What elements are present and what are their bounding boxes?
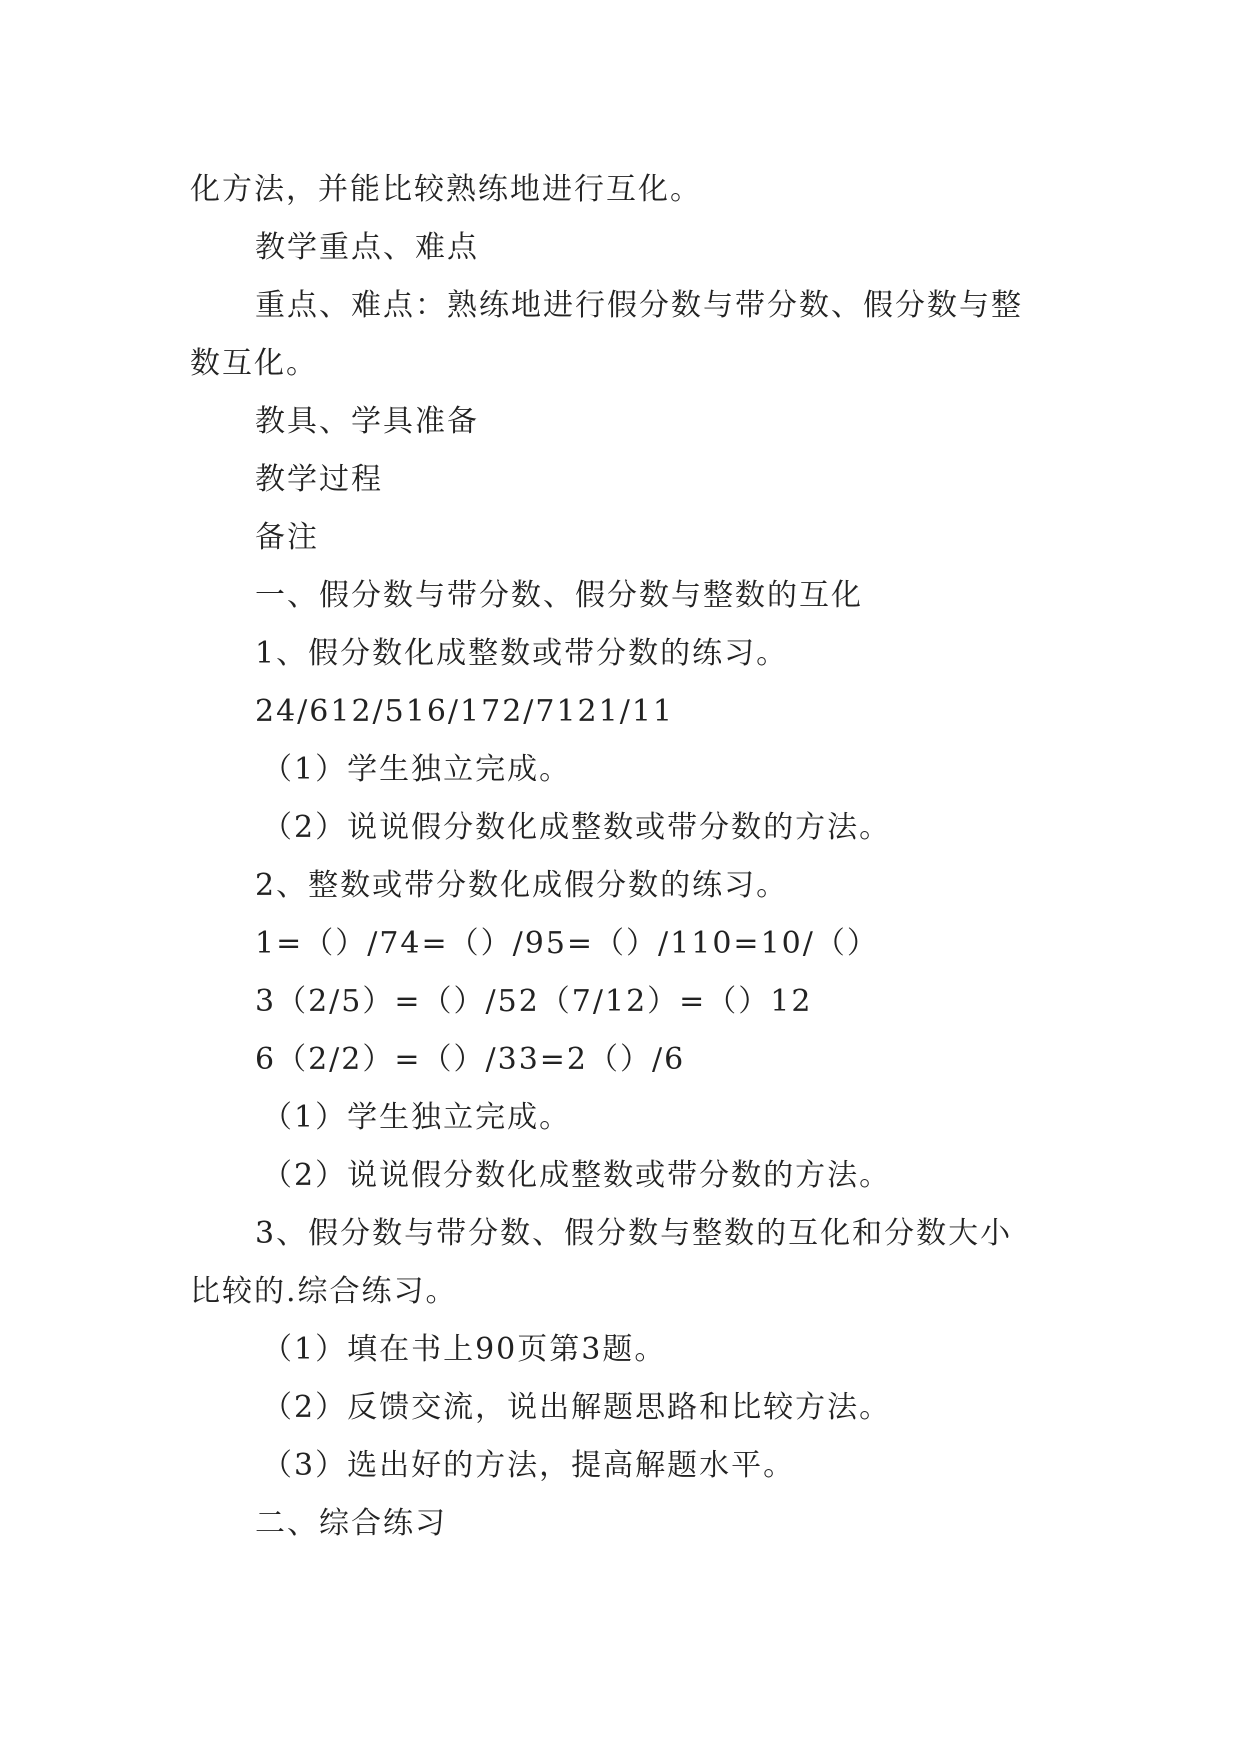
section-heading: 教学重点、难点 <box>255 230 479 265</box>
section-heading: 二、综合练习 <box>255 1506 447 1541</box>
section-heading: 备注 <box>255 520 319 555</box>
exercise-line: 24/612/516/172/7121/11 <box>255 694 675 729</box>
exercise-line: 1=（）/74=（）/95=（）/110=10/（） <box>255 926 879 961</box>
text-line: 重点、难点：熟练地进行假分数与带分数、假分数与整 <box>255 288 1023 323</box>
exercise-line: 6（2/2）=（）/33=2（）/6 <box>255 1042 686 1077</box>
text-line: 比较的.综合练习。 <box>190 1274 458 1309</box>
list-item: （1）学生独立完成。 <box>262 752 572 787</box>
list-item: 1、假分数化成整数或带分数的练习。 <box>255 636 789 671</box>
list-item: （1）填在书上90页第3题。 <box>262 1332 667 1367</box>
list-item: （1）学生独立完成。 <box>262 1100 572 1135</box>
list-item: 2、整数或带分数化成假分数的练习。 <box>255 868 789 903</box>
list-item: （2）反馈交流，说出解题思路和比较方法。 <box>262 1390 892 1425</box>
list-item: （2）说说假分数化成整数或带分数的方法。 <box>262 810 892 845</box>
section-heading: 一、假分数与带分数、假分数与整数的互化 <box>255 578 863 613</box>
section-heading: 教具、学具准备 <box>255 404 479 439</box>
list-item: 3、假分数与带分数、假分数与整数的互化和分数大小 <box>255 1216 1013 1251</box>
text-line: 数互化。 <box>190 346 318 381</box>
section-heading: 教学过程 <box>255 462 383 497</box>
list-item: （3）选出好的方法，提高解题水平。 <box>262 1448 796 1483</box>
list-item: （2）说说假分数化成整数或带分数的方法。 <box>262 1158 892 1193</box>
exercise-line: 3（2/5）=（）/52（7/12）=（）12 <box>255 984 813 1019</box>
text-line: 化方法，并能比较熟练地进行互化。 <box>190 172 702 207</box>
